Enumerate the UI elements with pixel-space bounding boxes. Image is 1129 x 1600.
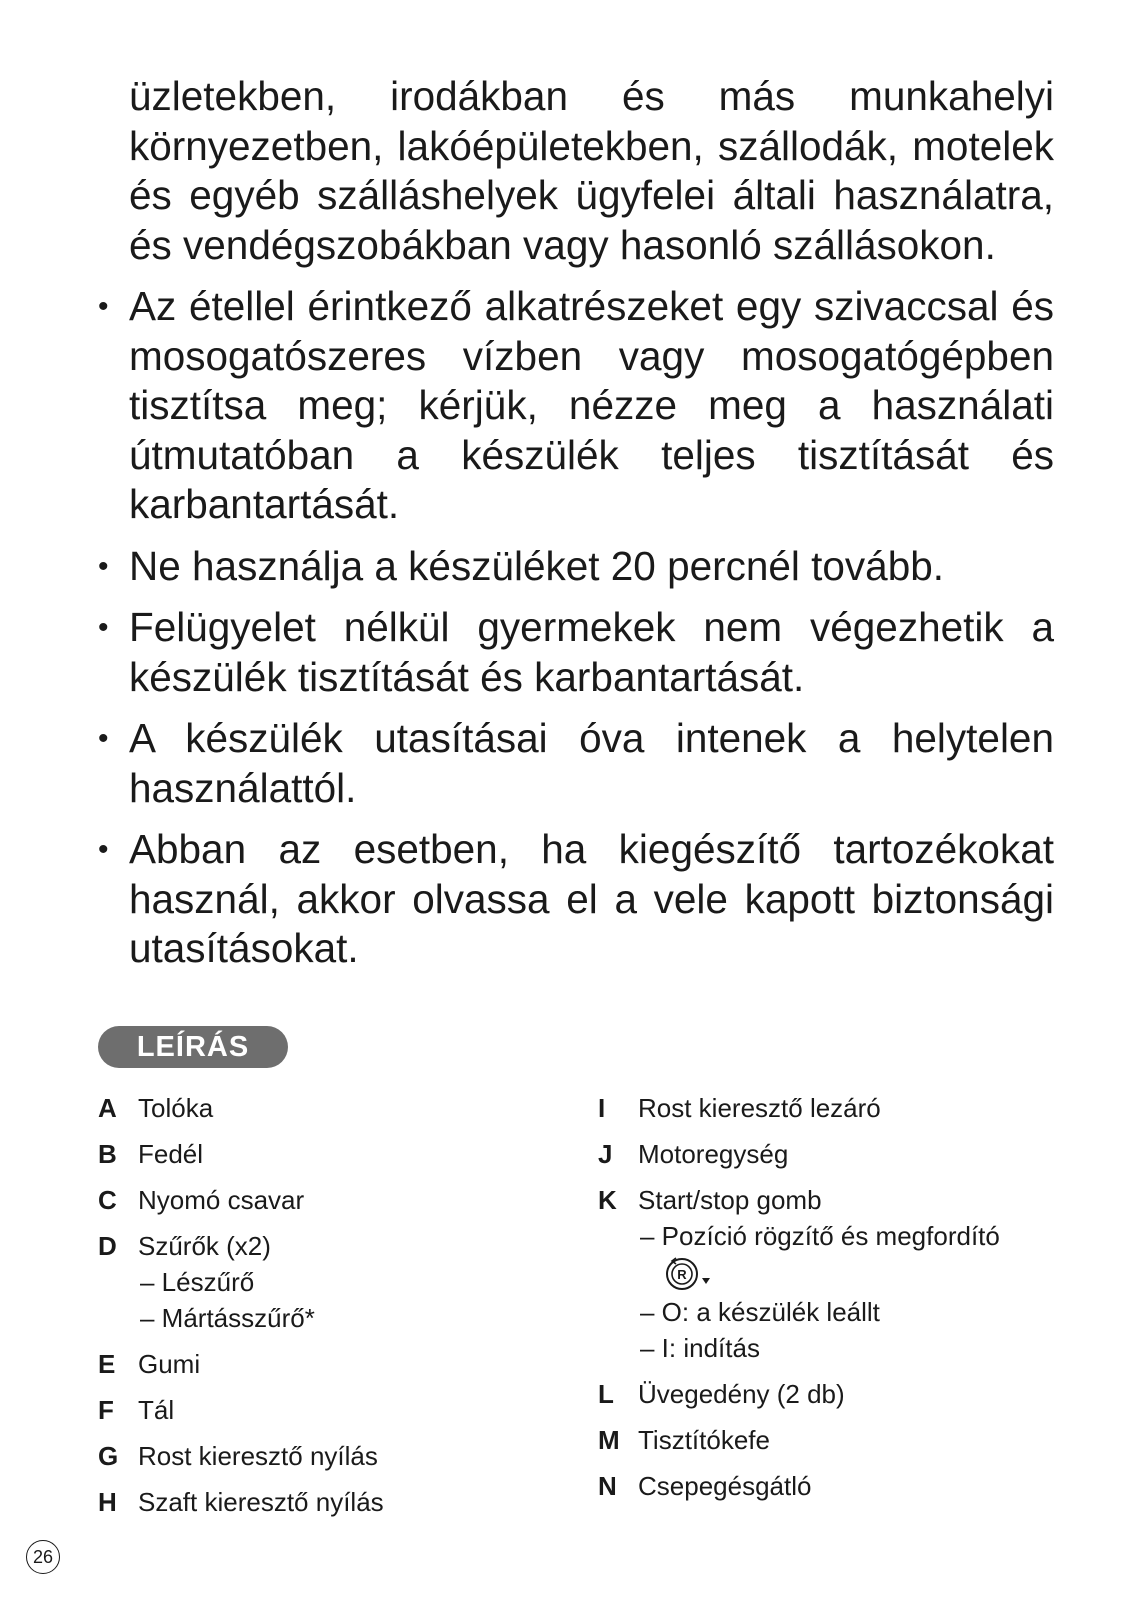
bullet-item bbox=[96, 603, 1054, 702]
part-letter: K bbox=[598, 1185, 617, 1215]
part-label: Motoregység bbox=[638, 1139, 789, 1169]
bullet-text: Az étellel érintkező alkatrészeket egy szivaccsal és mosogatószeres vízben vagy mosogatógépben tisztítsa meg; kérjük, nézze meg a használati útmutatóban a készülék teljes tisztítását és karbantartását. bbox=[129, 283, 1054, 527]
part-label: Üvegedény (2 db) bbox=[638, 1379, 845, 1409]
bullet-item bbox=[96, 714, 1054, 813]
bullet-item bbox=[96, 542, 1054, 592]
page-number: 26 bbox=[26, 1540, 60, 1574]
part-letter: N bbox=[598, 1471, 617, 1501]
part-item bbox=[598, 1376, 1048, 1412]
part-letter: G bbox=[98, 1441, 119, 1471]
part-label: Szűrők (x2) bbox=[138, 1231, 271, 1261]
part-item bbox=[98, 1346, 568, 1382]
part-letter: E bbox=[98, 1349, 116, 1379]
section-heading: LEÍRÁS bbox=[98, 1026, 288, 1068]
part-item bbox=[598, 1182, 1048, 1366]
part-label: Rost kieresztő nyílás bbox=[138, 1441, 378, 1471]
part-letter: D bbox=[98, 1231, 117, 1261]
part-letter: C bbox=[98, 1185, 117, 1215]
safety-instructions bbox=[96, 72, 1054, 986]
part-item bbox=[598, 1468, 1048, 1504]
part-item bbox=[98, 1090, 568, 1126]
part-item bbox=[98, 1228, 568, 1336]
part-letter: H bbox=[98, 1487, 117, 1517]
part-label: Csepegésgátló bbox=[638, 1471, 812, 1501]
part-letter: A bbox=[98, 1093, 117, 1123]
part-item bbox=[98, 1392, 568, 1428]
part-label: Fedél bbox=[138, 1139, 204, 1169]
part-item bbox=[598, 1422, 1048, 1458]
part-item bbox=[98, 1182, 568, 1218]
part-label: Gumi bbox=[138, 1349, 201, 1379]
reverse-icon-letter: R bbox=[677, 1267, 687, 1282]
part-label: Rost kieresztő lezáró bbox=[638, 1093, 881, 1123]
bullet-icon: • bbox=[98, 611, 109, 644]
part-label: Nyomó csavar bbox=[138, 1185, 305, 1215]
part-sub-item: – O: a készülék leállt bbox=[640, 1297, 880, 1327]
part-letter: L bbox=[598, 1379, 614, 1409]
part-sub-item: – Lészűrő bbox=[140, 1267, 255, 1297]
continuation-paragraph: üzletekben, irodákban és más munkahelyi környezetben, lakóépületekben, szállodák, motelek és egyéb szálláshelyek ügyfelei általi használatra, és vendégszobákban vagy hasonló szállásokon. bbox=[129, 73, 1054, 268]
part-label: Tál bbox=[138, 1395, 175, 1425]
bullet-icon: • bbox=[98, 290, 109, 323]
part-letter: I bbox=[598, 1093, 606, 1123]
part-item bbox=[98, 1136, 568, 1172]
part-item bbox=[98, 1438, 568, 1474]
parts-list-left bbox=[98, 1090, 568, 1530]
part-letter: F bbox=[98, 1395, 114, 1425]
bullet-text: Abban az esetben, ha kiegészítő tartozékokat használ, akkor olvassa el a vele kapott biztonsági utasításokat. bbox=[129, 826, 1054, 971]
part-label: Tolóka bbox=[138, 1093, 214, 1123]
part-label: Szaft kieresztő nyílás bbox=[138, 1487, 384, 1517]
part-letter: B bbox=[98, 1139, 117, 1169]
bullet-text: Felügyelet nélkül gyermekek nem végezhetik a készülék tisztítását és karbantartását. bbox=[129, 604, 1054, 700]
bullet-item bbox=[96, 825, 1054, 974]
part-item bbox=[98, 1484, 568, 1520]
bullet-icon: • bbox=[98, 722, 109, 755]
bullet-icon: • bbox=[98, 549, 109, 583]
bullet-text: A készülék utasításai óva intenek a helytelen használattól. bbox=[129, 715, 1054, 811]
reverse-icon bbox=[658, 1254, 718, 1294]
part-letter: M bbox=[598, 1425, 620, 1455]
part-letter: J bbox=[598, 1139, 613, 1169]
part-sub-item: – Mártásszűrő* bbox=[140, 1303, 315, 1333]
part-sub-item: – Pozíció rögzítő és megfordító bbox=[640, 1221, 1000, 1251]
bullet-text: Ne használja a készüléket 20 percnél tovább. bbox=[129, 542, 945, 589]
part-label: Tisztítókefe bbox=[638, 1425, 770, 1455]
parts-list-right bbox=[598, 1090, 1048, 1514]
bullet-icon: • bbox=[98, 833, 109, 866]
part-item bbox=[598, 1136, 1048, 1172]
part-item bbox=[598, 1090, 1048, 1126]
part-sub-item: – I: indítás bbox=[640, 1333, 760, 1363]
bullet-item bbox=[96, 282, 1054, 530]
part-label: Start/stop gomb bbox=[638, 1185, 822, 1215]
